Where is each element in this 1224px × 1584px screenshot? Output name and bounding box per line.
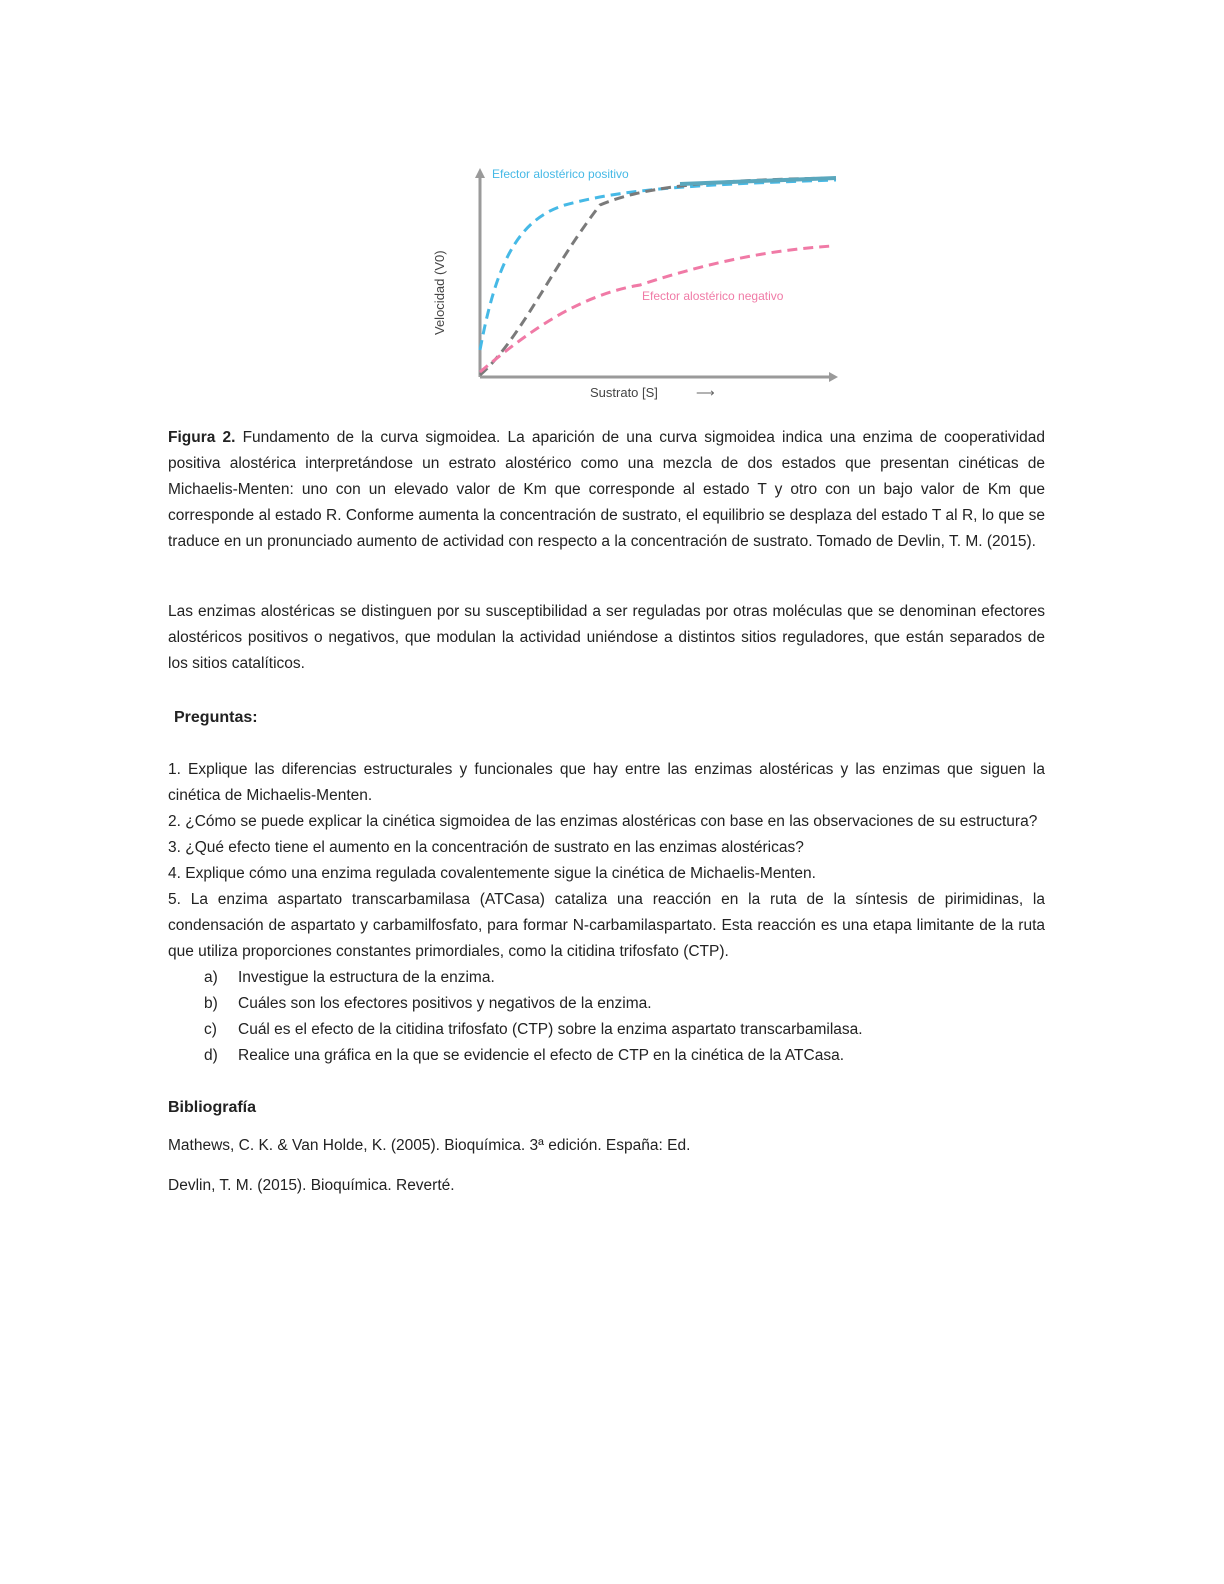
subquestion-text: Cuál es el efecto de la citidina trifosfato (CTP) sobre la enzima aspartato transcarbamilasa. (238, 1021, 863, 1038)
figure-caption (168, 425, 1045, 555)
negative-effector-label: Efector alostérico negativo (642, 289, 784, 303)
questions-list (168, 757, 1045, 1069)
subquestion-item (204, 965, 1045, 991)
positive-effector-label: Efector alostérico positivo (492, 167, 629, 181)
subquestion-marker: b) (204, 995, 218, 1012)
kinetics-plot (380, 150, 860, 410)
subquestion-text: Realice una gráfica en la que se evidencie el efecto de CTP en la cinética de la ATCasa. (238, 1047, 845, 1064)
subquestion-text: Cuáles son los efectores positivos y negativos de la enzima. (238, 995, 652, 1012)
document-body (168, 425, 1045, 1213)
bibliografia-heading: Bibliografía (168, 1099, 257, 1116)
question-item: 5. La enzima aspartato transcarbamilasa (ATCasa) cataliza una reacción en la ruta de la síntesis de pirimidinas, la condensación de aspartato y carbamilfosfato, para formar N-carbamilaspartato. Esta reacción es una etapa limitante de la ruta que utiliza proporciones constantes primordiales, como la citidina trifosfato (CTP). (168, 891, 1045, 960)
subquestion-marker: c) (204, 1021, 217, 1038)
question-item: 2. ¿Cómo se puede explicar la cinética sigmoidea de las enzimas alostéricas con base en las observaciones de su estructura? (168, 813, 1038, 830)
subquestion-item (204, 1043, 1045, 1069)
allosteric-kinetics-figure (380, 150, 860, 410)
x-axis-label-arrow: ⟶ (696, 385, 715, 400)
x-axis-arrow (829, 372, 838, 382)
subquestions-list (168, 965, 1045, 1069)
preguntas-heading: Preguntas: (174, 709, 258, 726)
question-item: 4. Explique cómo una enzima regulada covalentemente sigue la cinética de Michaelis-Menten. (168, 865, 816, 882)
references-list (168, 1133, 1045, 1199)
y-axis-arrow (475, 168, 485, 178)
positive-effector-curve (480, 180, 836, 350)
question-item: 3. ¿Qué efecto tiene el aumento en la concentración de sustrato en las enzimas alostéricas? (168, 839, 804, 856)
intro-paragraph: Las enzimas alostéricas se distinguen por su susceptibilidad a ser reguladas por otras moléculas que se denominan efectores alostéricos positivos o negativos, que modulan la actividad uniéndose a distintos sitios reguladores, que están separados de los sitios catalíticos. (168, 603, 1045, 672)
no-effector-curve (480, 178, 836, 375)
subquestion-text: Investigue la estructura de la enzima. (238, 969, 495, 986)
y-axis-label: Velocidad (V0) (432, 250, 447, 335)
x-axis-label: Sustrato [S] (590, 385, 658, 400)
figure-caption-text: Fundamento de la curva sigmoidea. La aparición de una curva sigmoidea indica una enzima de cooperatividad positiva alostérica interpretándose un estrato alostérico como una mezcla de dos estados que presentan cinéticas de Michaelis-Menten: uno con un elevado valor de Km que corresponde al estado T y otro con un bajo valor de Km que corresponde al estado R. Conforme aumenta la concentración de sustrato, el equilibrio se desplaza del estado T al R, lo que se traduce en un pronunciado aumento de actividad con respecto a la concentración de sustrato. Tomado de Devlin, T. M. (2015). (168, 429, 1045, 550)
reference-item: Devlin, T. M. (2015). Bioquímica. Reverté. (168, 1177, 455, 1194)
subquestion-item (204, 991, 1045, 1017)
subquestion-marker: a) (204, 969, 218, 986)
question-item: 1. Explique las diferencias estructurales y funcionales que hay entre las enzimas alostéricas y las enzimas que siguen la cinética de Michaelis-Menten. (168, 761, 1045, 804)
reference-item: Mathews, C. K. & Van Holde, K. (2005). Bioquímica. 3ª edición. España: Ed. (168, 1137, 691, 1154)
figure-caption-label: Figura 2. (168, 429, 236, 446)
subquestion-marker: d) (204, 1047, 218, 1064)
subquestion-item (204, 1017, 1045, 1043)
